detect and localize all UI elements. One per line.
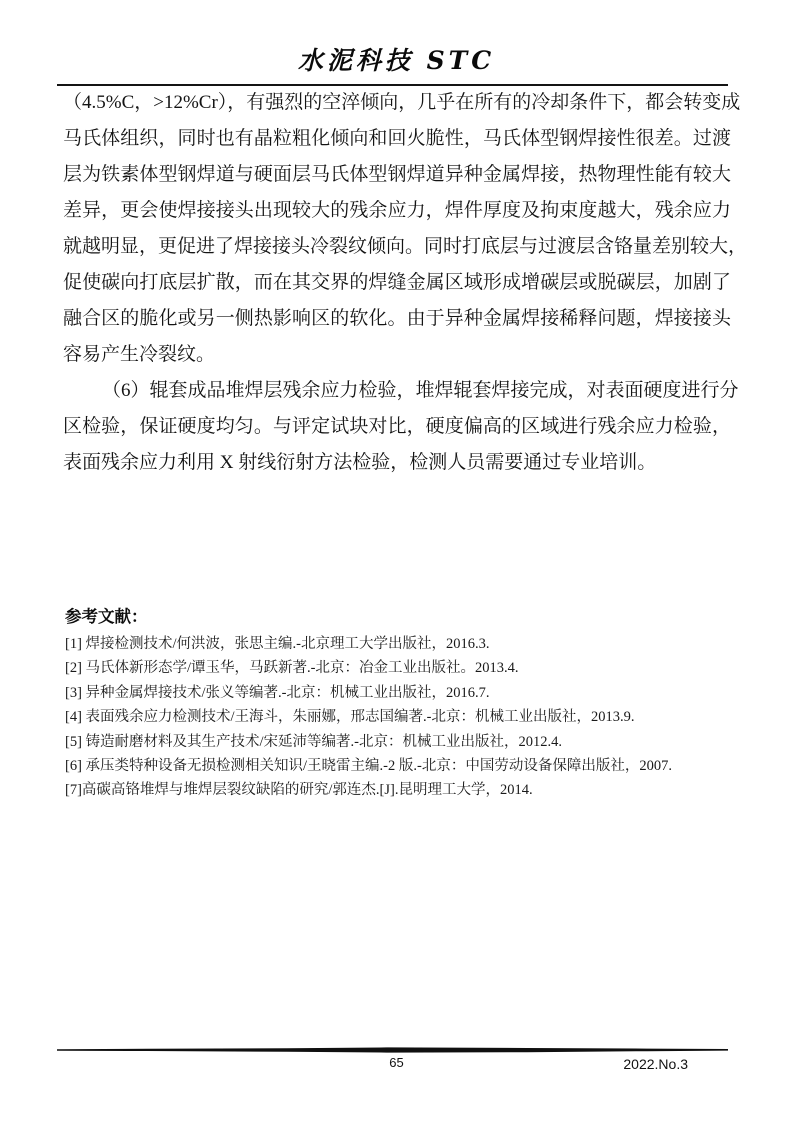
paragraph1-line: 层为铁素体型钢焊道与硬面层马氏体型钢焊道异种金属焊接，热物理性能有较大 bbox=[63, 164, 731, 185]
paragraph2-line: （6）辊套成品堆焊层残余应力检验，堆焊辊套焊接完成，对表面硬度进行分 bbox=[102, 380, 739, 401]
references-section bbox=[65, 606, 735, 803]
reference-item: [2] 马氏体新形态学/谭玉华，马跃新著.-北京：冶金工业出版社。2013.4. bbox=[65, 660, 519, 677]
paragraph1-line: 就越明显，更促进了焊接接头冷裂纹倾向。同时打底层与过渡层含铬量差别较大， bbox=[63, 236, 748, 257]
reference-item: [4] 表面残余应力检测技术/王海斗，朱丽娜，邢志国编著.-北京：机械工业出版社，2013.9. bbox=[65, 709, 635, 726]
paragraph1-line: （4.5%C，>12%Cr），有强烈的空淬倾向，几乎在所有的冷却条件下，都会转变成 bbox=[63, 92, 741, 113]
references-heading: 参考文献： bbox=[65, 608, 148, 626]
footer-rule bbox=[57, 1047, 728, 1053]
reference-item: [6] 承压类特种设备无损检测相关知识/王晓雷主编.-2 版.-北京：中国劳动设备保障出版社，2007. bbox=[65, 758, 672, 775]
reference-item: [1] 焊接检测技术/何洪波，张思主编.-北京理工大学出版社，2016.3. bbox=[65, 636, 490, 652]
reference-item: [5] 铸造耐磨材料及其生产技术/宋延沛等编著.-北京：机械工业出版社，2012.4. bbox=[65, 733, 563, 750]
paragraph2-line: 表面残余应力利用 X 射线衍射方法检验，检测人员需要通过专业培训。 bbox=[63, 452, 657, 473]
paragraph1-line: 融合区的脆化或另一侧热影响区的软化。由于异种金属焊接稀释问题，焊接接头 bbox=[63, 308, 731, 329]
page-number: 65 bbox=[389, 1055, 404, 1070]
reference-item: [3] 异种金属焊接技术/张义等编著.-北京：机械工业出版社，2016.7. bbox=[65, 684, 490, 701]
issue-number: 2022.No.3 bbox=[623, 1056, 688, 1072]
paragraph2-line: 区检验，保证硬度均匀。与评定试块对比，硬度偏高的区域进行残余应力检验， bbox=[63, 416, 731, 437]
paragraph1-line: 促使碳向打底层扩散，而在其交界的焊缝金属区域形成增碳层或脱碳层，加剧了 bbox=[63, 272, 731, 293]
paragraph1-line: 马氏体组织，同时也有晶粒粗化倾向和回火脆性，马氏体型钢焊接性很差。过渡 bbox=[63, 128, 731, 149]
reference-item: [7]高碳高铬堆焊与堆焊层裂纹缺陷的研究/郭连杰.[J].昆明理工大学，2014. bbox=[65, 782, 533, 799]
article-body bbox=[63, 85, 748, 481]
journal-title: 水泥科技 STC bbox=[297, 46, 496, 75]
paragraph1-line: 差异，更会使焊接接头出现较大的残余应力，焊件厚度及拘束度越大，残余应力 bbox=[63, 200, 731, 221]
paragraph1-line: 容易产生冷裂纹。 bbox=[63, 344, 216, 365]
